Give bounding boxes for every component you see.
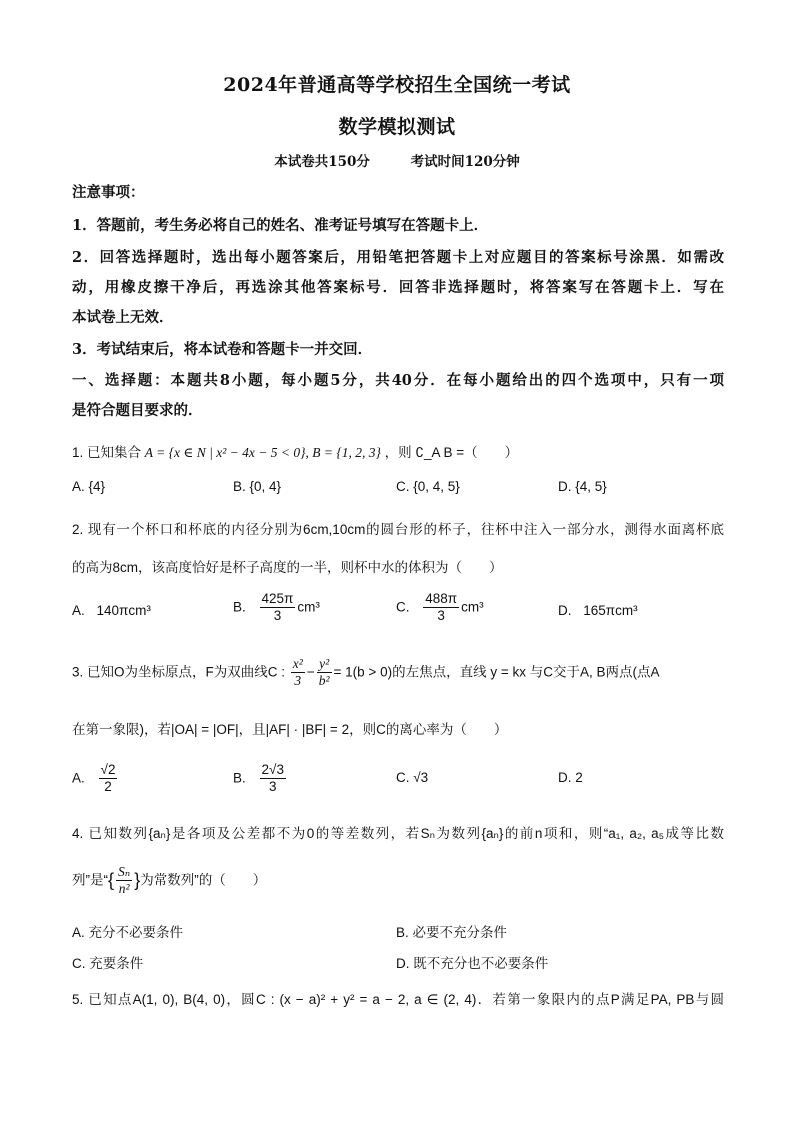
section-1-line-2: 是符合题目要求的． [72,402,203,419]
section-1-line-1: 一、选择题：本题共8小题，每小题5分，共40分．在每小题给出的四个选项中，只有一项 [72,372,724,389]
question-2-option-d-label: D. [558,603,572,618]
question-4-option-c: C. 充要条件 [72,956,144,971]
right-brace-icon: } [134,870,141,891]
question-3-line-2: 在第一象限)，若|OA| = |OF|，且|AF| · |BF| = 2，则C的离心率为（ ） [72,722,508,737]
question-4-text-a: 列”是“ [72,872,108,888]
question-4-fraction-denominator: n² [118,881,130,897]
exam-score: 本试卷共150分 [274,154,370,170]
notice-item-2-line-1: 2．回答选择题时，选出每小题答案后，用铅笔把答题卡上对应题目的答案标号涂黑．如需改 [72,249,724,266]
question-1-option-b: B. {0, 4} [233,479,282,494]
question-2-line-2: 的高为8cm，该高度恰好是杯子高度的一半，则杯中水的体积为（ ） [72,560,503,575]
question-5-line-1: 5. 已知点A(1, 0), B(4, 0)，圆C : (x − a)² + y² = a − 2, a ∈ (2, 4)．若第一象限内的点P满足PA, PB与圆 [72,992,724,1007]
question-1 [72,441,724,461]
question-3-option-b-denominator: 3 [268,779,277,795]
question-3-option-b [233,762,288,795]
question-3-option-a-denominator: 2 [104,779,112,795]
question-3-fraction-2 [317,656,332,689]
question-3-fraction-2-denominator: b² [318,673,330,689]
question-4-line-1: 4. 已知数列{aₙ}是各项及公差都不为0的等差数列，若Sₙ为数列{aₙ}的前n项和，则“a₁, a₂, a₅成等比数 [72,826,724,841]
question-4-option-b: B. 必要不充分条件 [396,925,508,940]
question-2-option-c-label: C. [396,599,410,615]
question-3-fraction-1-numerator: x² [291,656,305,673]
notice-item-2-line-2: 动，用橡皮擦干净后，再选涂其他答案标号．回答非选择题时，将答案写在答题卡上．写在 [72,279,724,296]
question-3-option-a-label: A. [72,770,85,786]
question-2-option-b-fraction [260,591,296,624]
question-3-text-b: = 1(b > 0)的左焦点，直线 y = kx 与C交于A, B两点(点A [333,664,660,680]
question-3-line-1 [72,656,724,689]
question-2-option-c-unit: cm³ [461,599,484,615]
left-brace-icon: { [108,870,115,891]
question-3-option-c: C. √3 [396,770,429,785]
question-4-option-d: D. 既不充分也不必要条件 [396,956,549,971]
question-2-option-c-denominator: 3 [437,608,445,624]
question-1-option-a: A. {4} [72,479,106,494]
question-1-option-d: D. {4, 5} [558,479,607,494]
notice-item-1: 1．答题前，考生务必将自己的姓名、准考证号填写在答题卡上． [72,217,489,234]
question-3-fraction-1 [291,656,305,689]
notice-item-2-line-3: 本试卷上无效． [72,309,174,326]
question-2-option-b-label: B. [233,599,246,615]
notice-heading: 注意事项： [72,184,145,201]
question-1-prefix: 1. 已知集合 [72,445,142,460]
question-1-suffix: ，则 ∁_A B =（ ） [384,445,519,460]
question-3-fraction-2-numerator: y² [317,656,332,673]
notice-item-3: 3．考试结束后，将本试卷和答题卡一并交回． [72,341,373,358]
question-3-option-a [72,762,119,795]
question-2-option-b-denominator: 3 [273,608,282,624]
question-2-option-a-label: A. [72,603,85,618]
question-3-minus: − [306,664,315,680]
question-2-option-b-numerator: 425π [260,591,296,608]
question-4-fraction [116,864,132,897]
exam-title: 2024年普通高等学校招生全国统一考试 [223,74,571,96]
question-2-option-d-value: 165πcm³ [583,603,638,618]
question-2-option-a-value: 140πcm³ [96,603,151,618]
exam-time: 考试时间120分钟 [410,154,520,170]
question-2-option-b [233,591,320,624]
question-1-sets: A = {x ∈ N | x² − 4x − 5 < 0}, B = {1, 2, 3} [144,445,381,460]
question-4-option-a: A. 充分不必要条件 [72,925,184,940]
question-3-option-b-fraction [260,762,286,795]
question-4-line-2 [72,864,724,897]
exam-meta [0,150,794,170]
question-3-option-a-numerator: √2 [99,762,118,779]
exam-subtitle: 数学模拟测试 [338,116,456,138]
question-3-option-a-fraction [99,762,118,795]
question-3-option-d: D. 2 [558,770,583,785]
question-3-text-a: 3. 已知O为坐标原点，F为双曲线C : [72,664,286,680]
question-3-option-b-label: B. [233,770,246,786]
question-2-option-c [396,591,484,624]
question-3-fraction-1-denominator: 3 [294,673,302,689]
question-2-option-c-fraction [423,591,459,624]
question-2-line-1: 2. 现有一个杯口和杯底的内径分别为6cm,10cm的圆台形的杯子，往杯中注入一部分水，测得水面离杯底 [72,522,724,537]
question-3-option-b-numerator: 2√3 [260,762,286,779]
question-1-option-c: C. {0, 4, 5} [396,479,460,494]
question-2-option-d [558,603,638,618]
question-2-option-c-numerator: 488π [423,591,459,608]
question-4-text-b: 为常数列”的（ ） [140,872,267,888]
question-2-option-a [72,603,151,618]
question-2-option-b-unit: cm³ [297,599,320,615]
question-4-fraction-numerator: Sₙ [116,864,132,881]
